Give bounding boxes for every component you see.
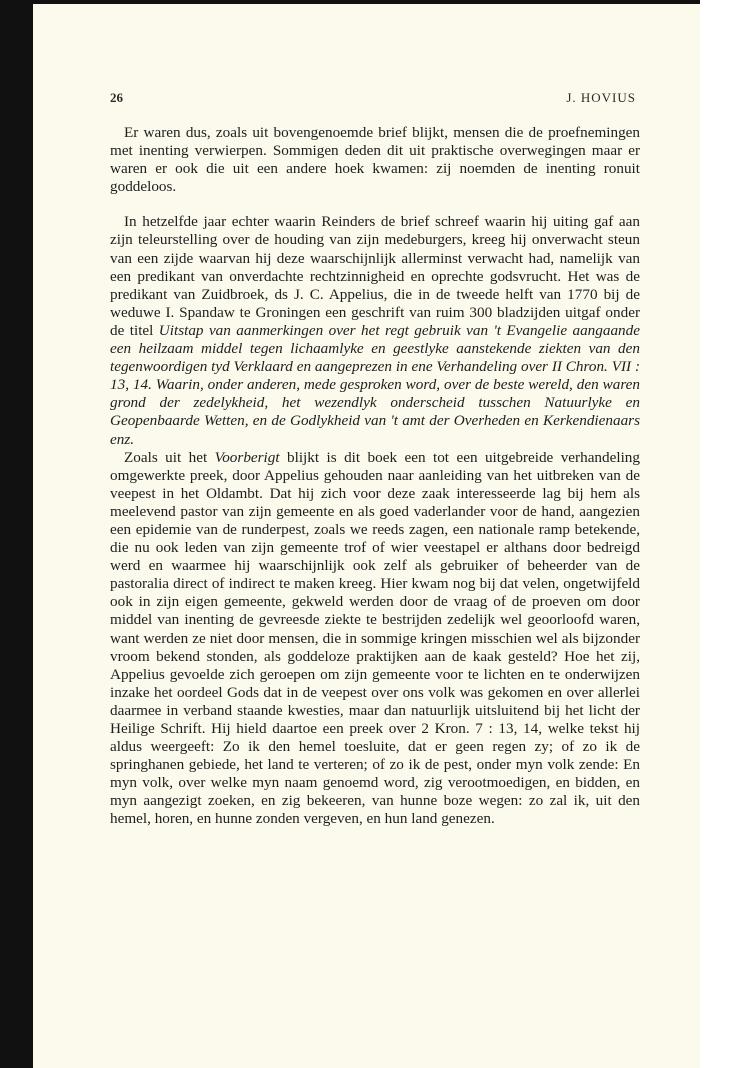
page-number: 26 xyxy=(110,90,123,105)
paragraph-1-text: Er waren dus, zoals uit bovengenoemde brief blijkt, mensen die de proefnemingen met inenting verwierpen. Sommigen deden dit uit praktische overwegingen maar er waren er ook die uit een andere hoek kwamen: zij noemden de inenting ronuit goddeloos. xyxy=(110,124,640,196)
running-head: J. HOVIUS xyxy=(566,90,636,105)
scan-right-margin xyxy=(700,0,738,1068)
paragraph-2 xyxy=(110,213,640,448)
paragraph-3-text-start: Zoals uit het xyxy=(124,448,215,466)
paragraph-2-text: In hetzelfde jaar echter waarin Reinders de brief schreef waarin hij uiting gaf aan zijn teleurstelling over de houding van zijn medeburgers, kreeg hij onverwacht steun van een zijde waarvan hij deze waarschijnlijk allerminst verwacht had, namelijk van een predikant van onverdachte rechtzinnigheid en oprechte godsvrucht. Het was de predikant van Zuidbroek, ds J. C. Appelius, die in de tweede helft van 1770 bij de weduwe I. Spandaw te Groningen een geschrift van ruim 300 bladzijden uitgaf onder de titel xyxy=(110,213,640,339)
paragraph-3-text-rest: blijkt is dit boek een tot een uitgebreide verhandeling omgewerkte preek, door Appelius gehouden naar aanleiding van het uitbreken van de veepest in het Oldambt. Dat hij zich voor deze zaak interesseerde lag bij hem als meelevend pastor van zijn gemeente en als goed vaderlander voor de hand, aangezien een epidemie van de runderpest, zoals we reeds zagen, een nationale ramp betekende, die nu ook leden van zijn gemeente trof of wier veestapel er althans door bedreigd werd en waarmee hij waarschijnlijk ook zelf als gebruiker of beheerder van de pastoralia direct of indirect te maken kreeg. Hier kwam nog bij dat velen, ongetwijfeld ook in zijn eigen gemeente, gekweld werden door de vraag of de proeven om door middel van inenting de gevreesde ziekte te bestrijden zedelijk wel geoorloofd waren, want werden ze niet door mensen, die in sommige kringen misschien wel als bijzonder vroom bekend stonden, als goddeloze praktijken aan de kaak gesteld? Hoe het zij, Appelius gevoelde zich geroepen om zijn gemeente voor te lichten en te onderwijzen inzake het oordeel Gods dat in de veepest over ons volk was gekomen en over allerlei daarmee in verband staande kwesties, maar dan natuurlijk uitsluitend bij het licht der Heilige Schrift. Hij hield daartoe een preek over 2 Kron. 7 : 13, 14, welke tekst hij aldus weergeeft: Zo ik den hemel toesluite, dat er geen regen zy; of zo ik de springhanen gebiede, het land te verteren; of zo ik de pest, onder myn volk zende: En myn volk, over welke myn naam genoemd word, zig verootmoedigen, en bidden, en myn aangezigt zoeken, en zig bekeeren, van hunne boze wegen: zo zal ik, uit den hemel, horen, en hunne zonden vergeven, en hun land genezen. xyxy=(110,448,640,828)
page-header xyxy=(110,90,636,110)
scan-left-edge xyxy=(0,0,33,1068)
paragraph-1 xyxy=(110,124,640,196)
body-text xyxy=(110,124,640,829)
voorberigt-italic: Voorberigt xyxy=(214,448,280,466)
book-title-italic: Uitstap van aanmerkingen over het regt gebruik van 't Evangelie aangaande een heilzaam middel tegen lichaamlyke en geestlyke aanstekende ziekten van den tegenwoordigen tyd Verklaard en aangeprezen in ene Verhandeling over II Chron. VII : 13, 14. Waarin, onder anderen, mede gesproken word, over de beste wereld, den waren grond der zedelykheid, het wezendlyk onderscheid tusschen Natuurlyke en Geopenbaarde Wetten, en de Godlykheid van 't amt der Overheden en Kerkendienaars enz. xyxy=(110,321,640,448)
paragraph-3 xyxy=(110,449,640,829)
